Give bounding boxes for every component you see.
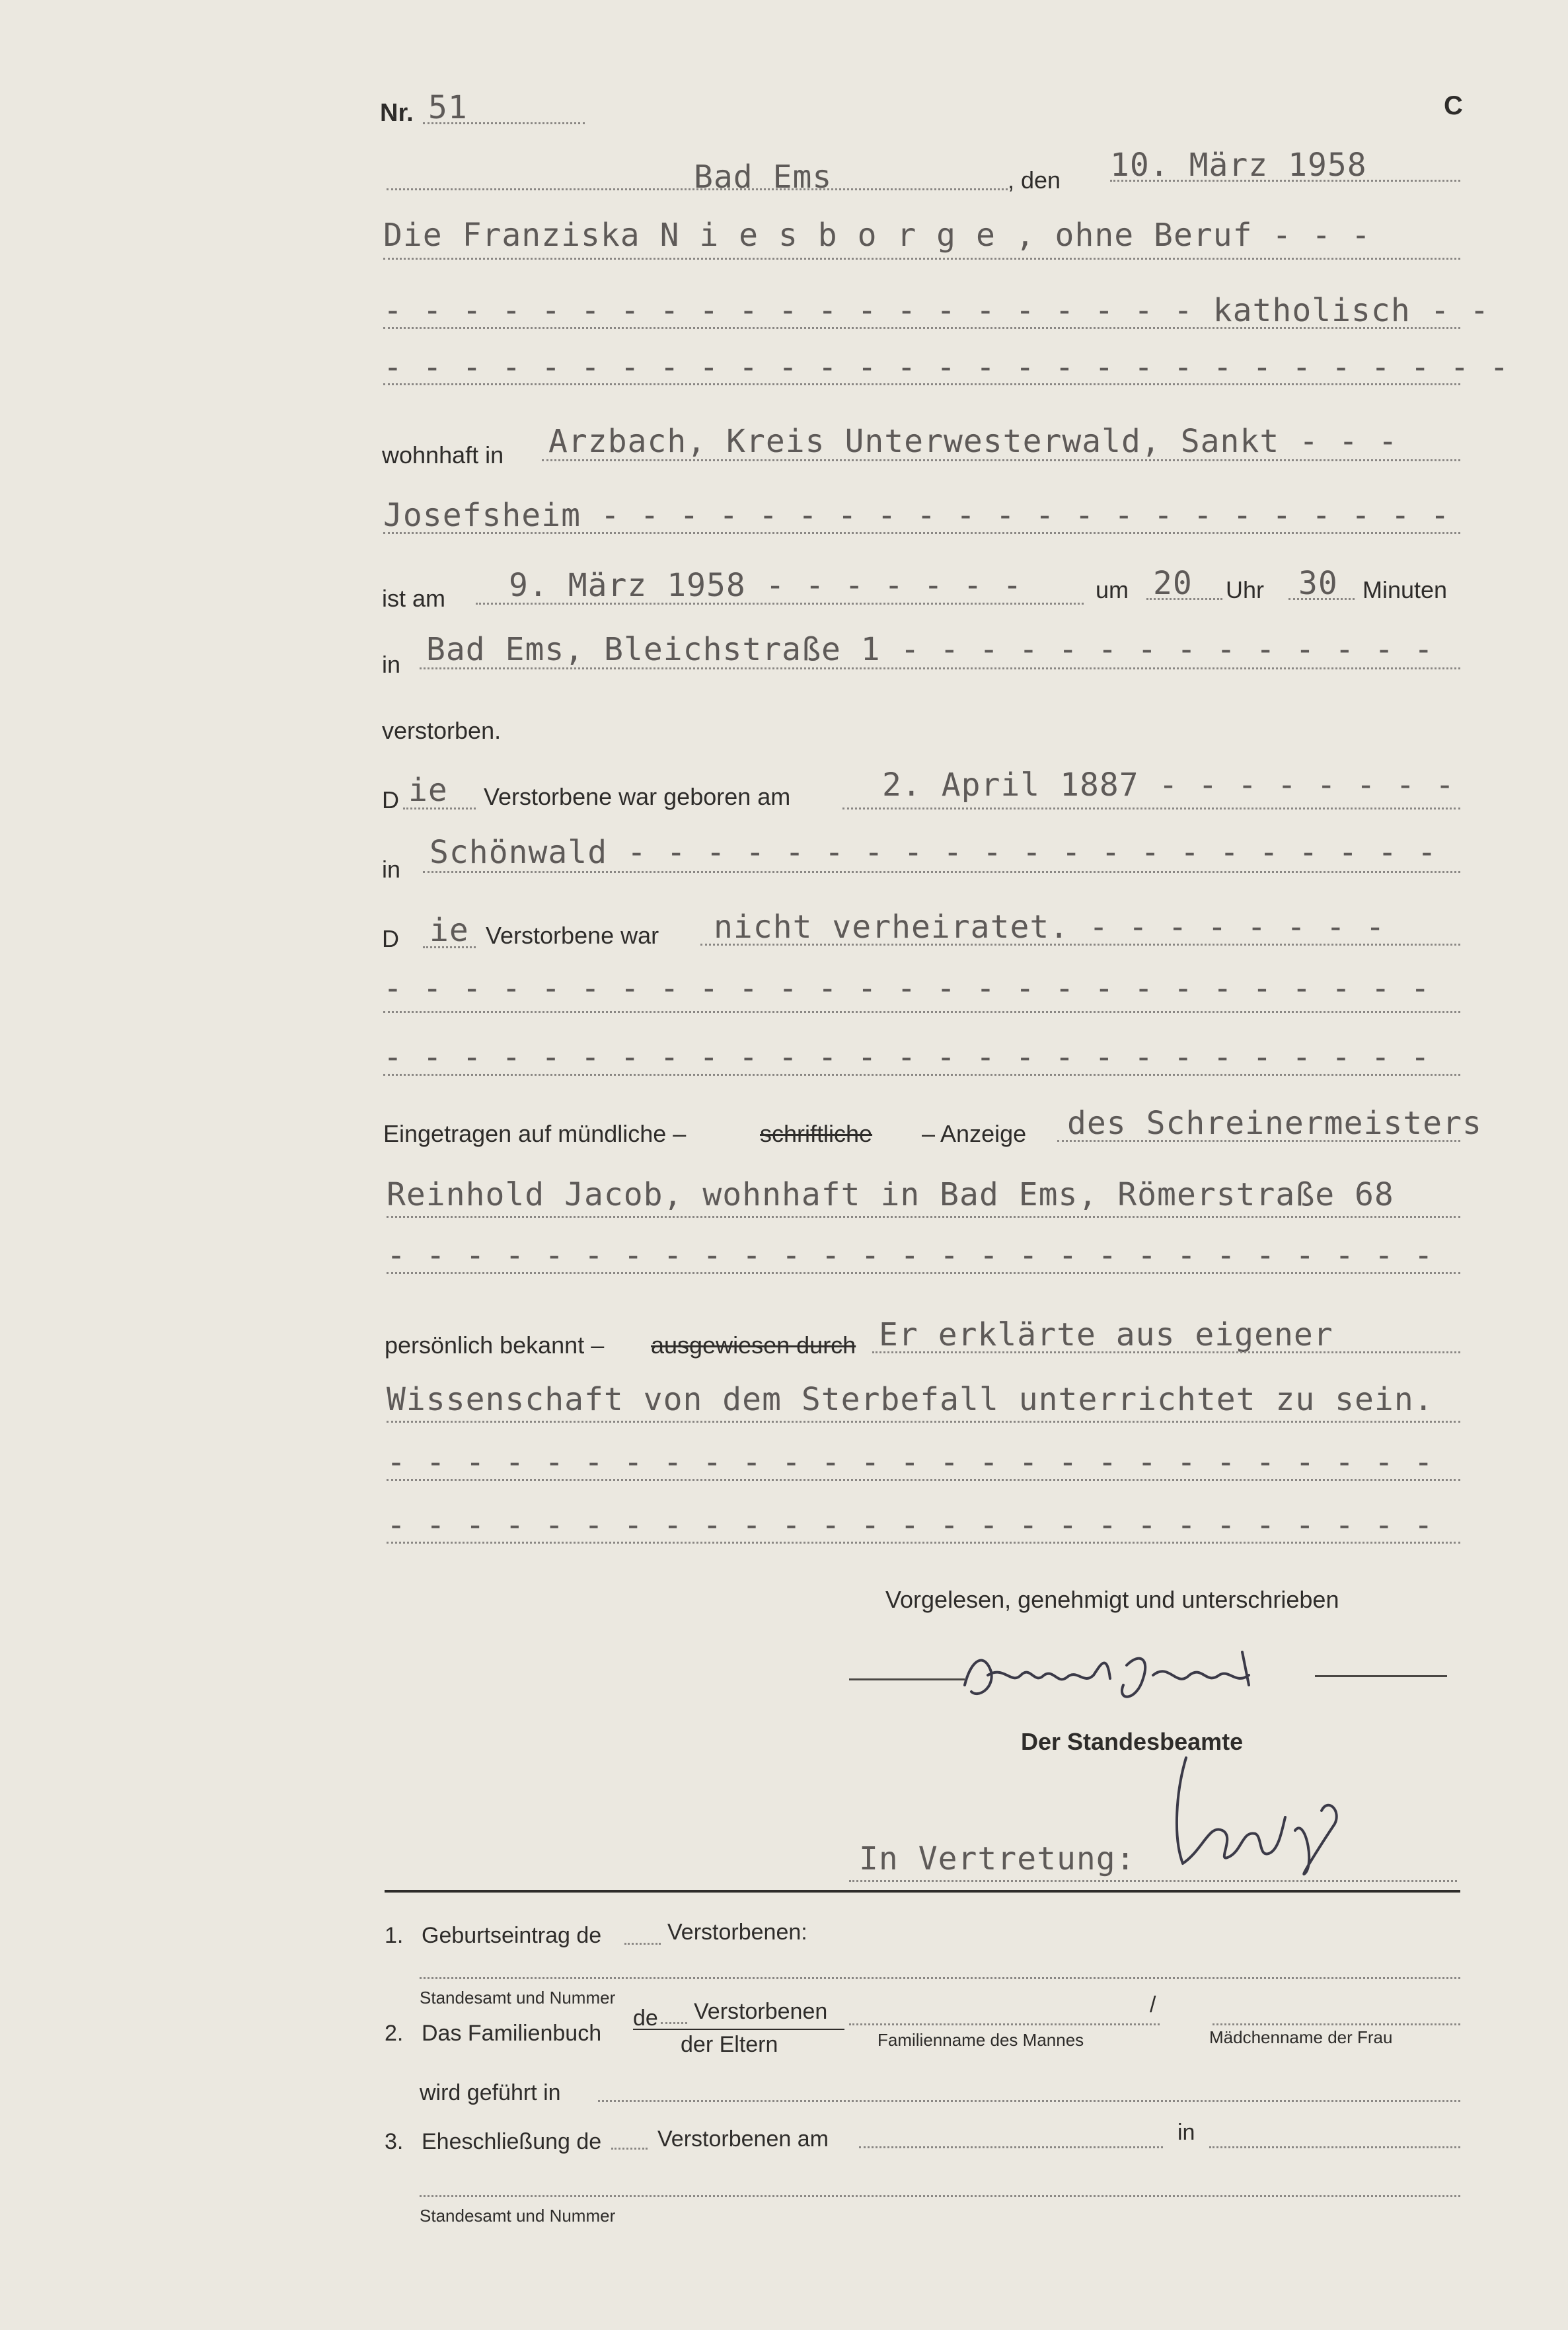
birth-d-underline <box>403 808 476 809</box>
marital-underline <box>700 944 1460 946</box>
report-underline-1 <box>1057 1140 1460 1142</box>
um-label: um <box>1096 576 1129 603</box>
place-value: Bad Ems <box>694 159 833 196</box>
birth-place-value: Schönwald - - - - - - - - - - - - - - - - - - - - - <box>429 834 1437 871</box>
death-place-label: in <box>382 651 401 678</box>
report-label-a: Eingetragen auf mündliche – <box>383 1120 687 1147</box>
minuten-label: Minuten <box>1363 576 1448 603</box>
footer-item2-fraction-line <box>633 2029 844 2030</box>
identity-text-3: - - - - - - - - - - - - - - - - - - - - - - - - - - - <box>387 1444 1434 1481</box>
footer-item2-woman-underline <box>1213 2023 1460 2025</box>
footer-item1-fill: Verstorbenen: <box>667 1920 807 1945</box>
footer-item3-date-underline <box>859 2146 1163 2148</box>
signature-line-right <box>1315 1675 1447 1677</box>
deceased-name-line: Die Franziska N i e s b o r g e , ohne Beruf - - - <box>383 217 1371 254</box>
marital-d-underline <box>423 946 476 948</box>
identity-label-a: persönlich bekannt – <box>385 1332 605 1359</box>
blank-underline-1 <box>383 383 1460 385</box>
footer-item3-underline <box>420 2195 1460 2197</box>
marital-underline-2 <box>383 1011 1460 1013</box>
nr-underline <box>423 122 585 124</box>
footer-item3-number: 3. <box>385 2129 404 2154</box>
death-place-value: Bad Ems, Bleichstraße 1 - - - - - - - - - - - - - - <box>426 631 1434 668</box>
date-value: 10. März 1958 <box>1110 147 1367 184</box>
footer-item2-man-underline <box>849 2023 1160 2025</box>
footer-item2-number: 2. <box>385 2021 404 2046</box>
deputy-underline <box>849 1880 1457 1882</box>
religion-underline <box>383 327 1460 329</box>
religion-line: - - - - - - - - - - - - - - - - - - - - - katholisch - - <box>383 292 1490 329</box>
read-approved-label: Vorgelesen, genehmigt und unterschrieben <box>885 1586 1339 1613</box>
footer-item2-man-caption: Familienname des Mannes <box>877 2030 1084 2050</box>
marital-line-3: - - - - - - - - - - - - - - - - - - - - - - - - - - - <box>383 1039 1431 1076</box>
identity-text-1: Er erklärte aus eigener <box>879 1316 1333 1353</box>
birth-d-fill: ie <box>408 772 448 809</box>
birth-label: Verstorbene war geboren am <box>484 783 791 810</box>
birth-date-value: 2. April 1887 - - - - - - - - <box>882 767 1456 804</box>
deputy-label: In Vertretung: <box>859 1840 1136 1877</box>
date-underline <box>1110 180 1460 182</box>
identity-underline-2 <box>387 1421 1460 1423</box>
uhr-label: Uhr <box>1226 576 1265 603</box>
corner-letter: C <box>1444 91 1463 120</box>
death-date-value: 9. März 1958 - - - - - - - <box>509 567 1023 604</box>
footer-item2-de-underline <box>661 2022 687 2024</box>
death-hour: 20 <box>1153 565 1193 602</box>
report-label-struck: schriftliche <box>760 1120 873 1147</box>
footer-item2-fill-bottom: der Eltern <box>681 2032 778 2057</box>
footer-item2-woman-caption: Mädchenname der Frau <box>1209 2027 1393 2047</box>
marital-label: Verstorbene war <box>486 922 659 949</box>
identity-underline-4 <box>387 1542 1460 1544</box>
verstorben-label: verstorben. <box>382 717 502 744</box>
footer-item2-label: Das Familienbuch <box>422 2021 602 2046</box>
footer-item3-de-underline <box>611 2148 648 2150</box>
death-minutes: 30 <box>1298 565 1338 602</box>
residence-line-2: Josefsheim - - - - - - - - - - - - - - - - - - - - - - <box>383 497 1450 534</box>
footer-item2-wird-label: wird geführt in <box>420 2080 561 2105</box>
death-place-underline <box>420 667 1460 669</box>
residence-underline-1 <box>542 459 1460 461</box>
informant-signature <box>958 1639 1315 1711</box>
death-date-label: ist am <box>382 585 446 612</box>
nr-label: Nr. <box>380 99 414 127</box>
residence-label: wohnhaft in <box>382 441 504 469</box>
birth-date-underline <box>842 808 1460 809</box>
footer-separator <box>385 1890 1460 1893</box>
report-text-3: - - - - - - - - - - - - - - - - - - - - - - - - - - - <box>387 1237 1434 1274</box>
identity-underline-3 <box>387 1479 1460 1481</box>
identity-underline-1 <box>872 1351 1460 1353</box>
den-label: , den <box>1008 167 1061 194</box>
footer-item2-wird-underline <box>598 2100 1460 2102</box>
footer-item3-label: Eheschließung de <box>422 2129 602 2154</box>
report-text-1: des Schreinermeisters <box>1067 1105 1482 1142</box>
marital-underline-3 <box>383 1074 1460 1076</box>
identity-text-4: - - - - - - - - - - - - - - - - - - - - - - - - - - - <box>387 1507 1434 1544</box>
footer-item1-number: 1. <box>385 1923 404 1948</box>
registrar-label: Der Standesbeamte <box>1021 1728 1244 1755</box>
footer-item1-label: Geburtseintrag de <box>422 1923 602 1948</box>
birth-place-underline <box>423 871 1460 873</box>
birth-place-label: in <box>382 856 401 883</box>
footer-item2-slash: / <box>1150 1992 1156 2017</box>
marital-d-label: D <box>382 925 399 952</box>
footer-item3-fill: Verstorbenen am <box>657 2126 829 2152</box>
report-underline-3 <box>387 1272 1460 1274</box>
report-underline-2 <box>387 1216 1460 1218</box>
footer-item1-fill-underline <box>624 1943 661 1945</box>
footer-item3-place-underline <box>1209 2146 1460 2148</box>
minutes-underline <box>1288 598 1355 600</box>
identity-text-2: Wissenschaft von dem Sterbefall unterrichtet zu sein. <box>387 1381 1434 1418</box>
signature-line-left <box>849 1678 965 1680</box>
footer-item2-fill-top: Verstorbenen <box>694 1999 828 2024</box>
birth-d-label: D <box>382 786 399 813</box>
footer-item1-subcaption: Standesamt und Nummer <box>420 1988 616 2008</box>
place-underline <box>387 188 1008 190</box>
nr-value: 51 <box>428 89 468 126</box>
residence-line-1: Arzbach, Kreis Unterwesterwald, Sankt - - - <box>548 423 1398 460</box>
name-underline <box>383 258 1460 260</box>
footer-item3-in-label: in <box>1177 2120 1195 2145</box>
footer-item1-underline <box>420 1977 1460 1979</box>
registrar-signature <box>1163 1751 1361 1883</box>
death-date-underline <box>476 603 1084 605</box>
report-text-2: Reinhold Jacob, wohnhaft in Bad Ems, Römerstraße 68 <box>387 1176 1394 1213</box>
report-label-b: – Anzeige <box>922 1120 1027 1147</box>
footer-item3-subcaption: Standesamt und Nummer <box>420 2206 616 2226</box>
marital-line-2: - - - - - - - - - - - - - - - - - - - - - - - - - - - <box>383 970 1431 1007</box>
blank-line-1: - - - - - - - - - - - - - - - - - - - - - - - - - - - - - <box>383 349 1510 386</box>
footer-item2-de: de <box>633 2006 658 2031</box>
residence-underline-2 <box>383 532 1460 534</box>
hour-underline <box>1146 598 1222 600</box>
identity-label-struck: ausgewiesen durch <box>651 1332 856 1359</box>
marital-d-fill: ie <box>429 912 469 949</box>
marital-status-value: nicht verheiratet. - - - - - - - - <box>714 909 1386 946</box>
